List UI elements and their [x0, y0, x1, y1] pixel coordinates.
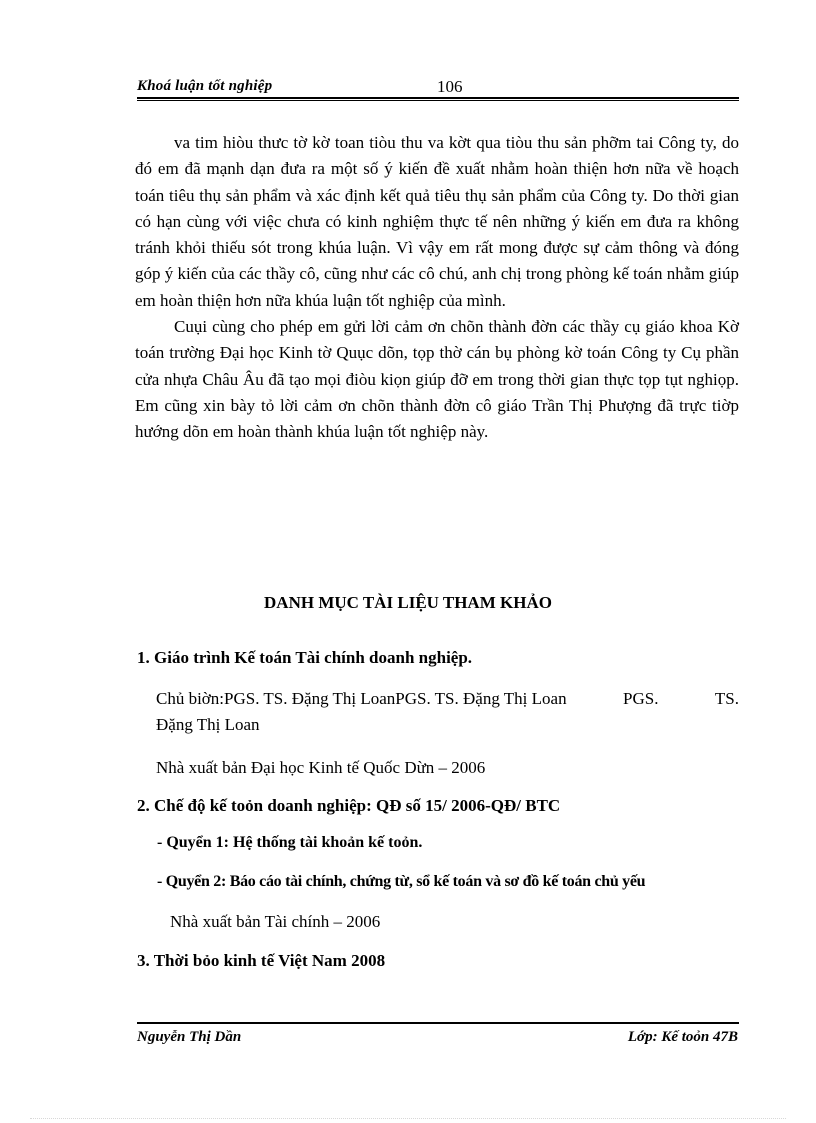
- reference-1-author: [156, 686, 739, 738]
- header-rule-thin: [137, 100, 739, 101]
- reference-1-author-text: Chủ biờn:PGS. TS. Đặng Thị LoanPGS. TS. Đặng Thị Loan: [156, 689, 567, 708]
- reference-1-publisher: Nhà xuất bản Đại học Kinh tế Quốc Dừn – 2006: [156, 758, 486, 777]
- body-paragraph-1: va tim hiòu thưc tờ kờ toan tiòu thu va kờt qua tiòu thu sản phỡm tai Công ty, do đó em đã mạnh dạn đưa ra một số ý kiến đề xuất nhằm hoàn thiện hơn nữa về hoạch toán tiêu thụ sản phẩm và xác định kết quả tiêu thụ sản phẩm của Công ty. Do thời gian có hạn cùng với việc chưa có kinh nghiệm thực tế nên những ý kiến em đưa ra không tránh khỏi thiếu sót trong khúa luận. Vì vậy em rất mong được sự cảm thông và đóng góp ý kiến của các thầy cô, cũng như các cô chú, anh chị trong phòng kế toán nhằm giúp em hoàn thiện hơn nữa khúa luận tốt nghiệp của mình.: [135, 133, 739, 310]
- reference-2-volume-1: - Quyển 1: Hệ thống tài khoản kế toỏn.: [157, 834, 423, 851]
- footer-author: Nguyễn Thị Dần: [137, 1029, 242, 1045]
- references-heading: DANH MỤC TÀI LIỆU THAM KHẢO: [264, 593, 552, 612]
- footer-rule: [137, 1022, 739, 1024]
- header-rule: [137, 97, 739, 99]
- body-text: [135, 130, 739, 446]
- reference-2-volume-2: - Quyển 2: Báo cáo tài chính, chứng từ, sổ kế toán và sơ đồ kế toán chủ yếu: [157, 873, 646, 890]
- footer-class: Lớp: Kế toỏn 47B: [627, 1029, 738, 1045]
- reference-1-author-pgs: PGS.: [623, 689, 659, 708]
- reference-1-author-line2: Đặng Thị Loan: [156, 715, 260, 734]
- page-header: [137, 76, 739, 98]
- header-title: Khoá luận tốt nghiệp: [137, 78, 273, 94]
- body-paragraph-2: Cuụi cùng cho phép em gửi lời cảm ơn chõn thành đờn các thầy cụ giáo khoa Kờ toán trường Đại học Kinh tờ Quục dõn, tọp thờ cán bụ phòng kờ toán Công ty Cụ phần cửa nhựa Châu Âu đã tạo mọi điòu kiọn giúp đỡ em trong thời gian thực tọp tụt nghiọp. Em cũng xin bày tỏ lời cảm ơn chõn thành đờn cô giáo Trần Thị Phượng đã trực tiờp hướng dõn em hoàn thành khúa luận tốt nghiệp này.: [135, 317, 739, 442]
- reference-1-title: 1. Giáo trình Kế toán Tài chính doanh nghiệp.: [137, 648, 473, 667]
- page-number: 106: [437, 77, 463, 96]
- reference-2-title: 2. Chế độ kế toỏn doanh nghiệp: QĐ số 15/ 2006-QĐ/ BTC: [137, 796, 561, 815]
- reference-2-publisher: Nhà xuất bản Tài chính – 2006: [170, 912, 381, 931]
- reference-3-title: 3. Thời bỏo kinh tế Việt Nam 2008: [137, 951, 386, 970]
- page-bottom-dotted-line: [30, 1118, 786, 1119]
- reference-1-author-ts: TS.: [714, 689, 739, 708]
